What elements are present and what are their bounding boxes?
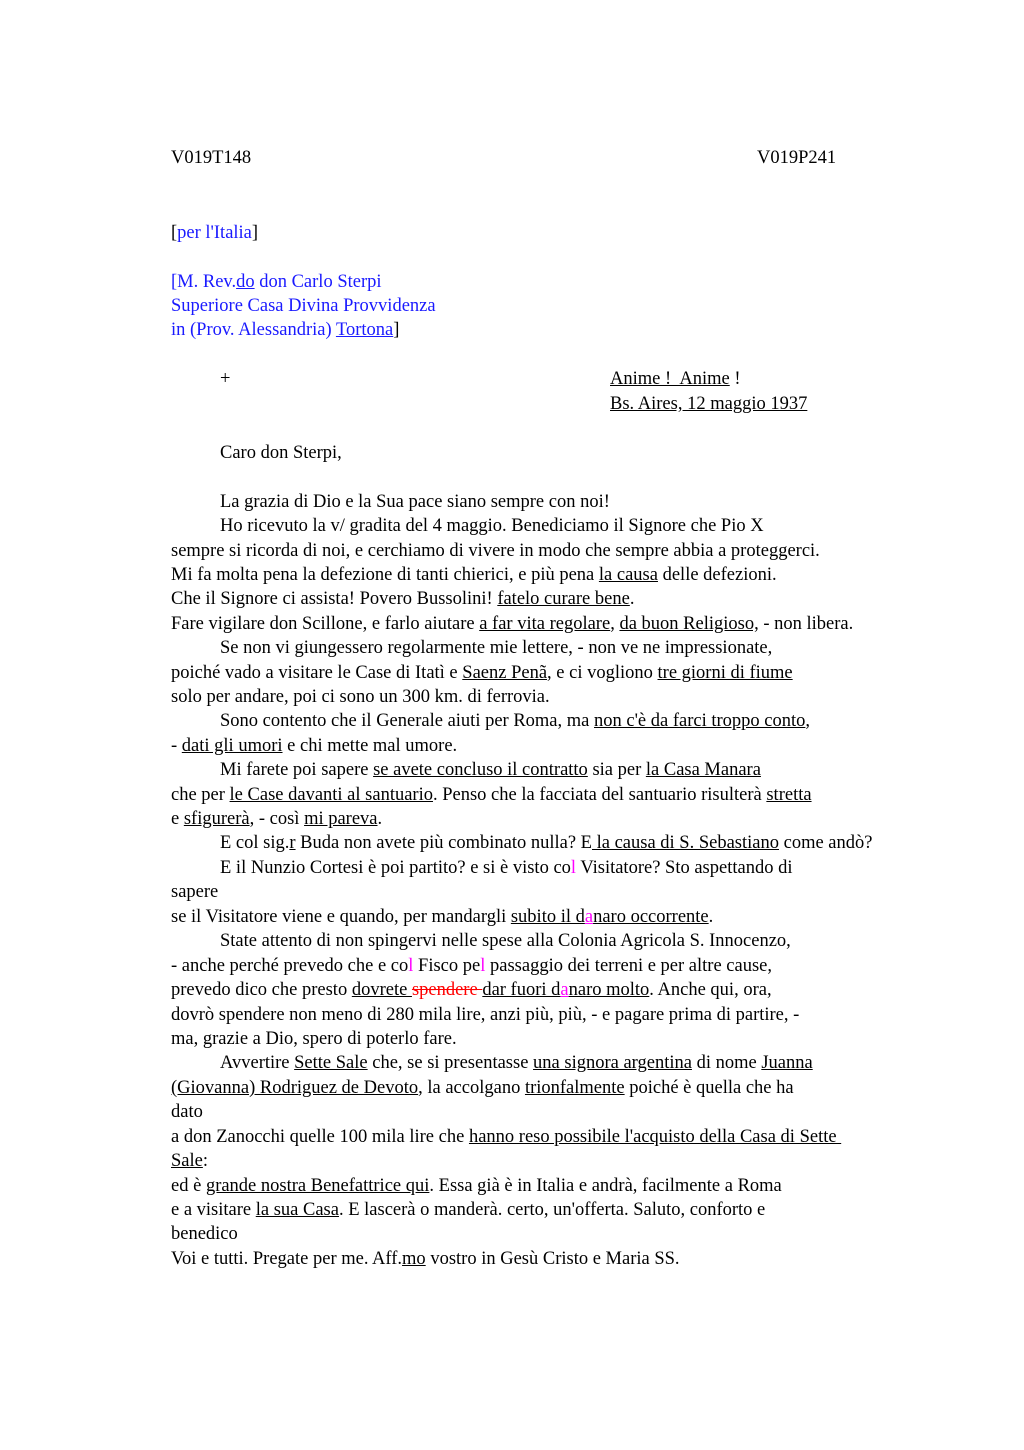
body-line: ma, grazie a Dio, spero di poterlo fare. (171, 1029, 457, 1049)
body-line: sapere (171, 882, 219, 902)
motto: Anime ! Anime ! (610, 369, 741, 389)
address-recipient: [M. Rev.do don Carlo Sterpi (171, 272, 382, 292)
body-line: se il Visitatore viene e quando, per mandargli subito il danaro occorrente. (171, 907, 714, 927)
body-line: Mi fa molta pena la defezione di tanti chierici, e più pena la causa delle defezioni. (171, 565, 777, 585)
body-line: Che il Signore ci assista! Povero Bussolini! fatelo curare bene. (171, 589, 635, 609)
body-line: prevedo dico che presto dovrete spendere dar fuori danaro molto. Anche qui, ora, (171, 980, 772, 1000)
body-line: - dati gli umori e chi mette mal umore. (171, 736, 458, 756)
body-line: poiché vado a visitare le Case di Itatì e Saenz Penã, e ci vogliono tre giorni di fiume (171, 663, 793, 683)
deleted-word: spendere (411, 980, 483, 1000)
archive-code-left: V019T148 (171, 148, 252, 168)
body-line: State attento di non spingervi nelle spese alla Colonia Agricola S. Innocenzo, (220, 931, 791, 951)
body-line: solo per andare, poi ci sono un 300 km. di ferrovia. (171, 687, 550, 707)
body-line: Sono contento che il Generale aiuti per Roma, ma non c'è da farci troppo conto, (220, 711, 811, 731)
body-line: benedico (171, 1224, 238, 1244)
address-via: [per l'Italia] (171, 223, 259, 243)
body-line: Fare vigilare don Scillone, e farlo aiutare a far vita regolare, da buon Religioso, - non libera. (171, 614, 854, 634)
body-line: dovrò spendere non meno di 280 mila lire, anzi più, più, - e pagare prima di partire, - (171, 1005, 800, 1025)
body-line: E il Nunzio Cortesi è poi partito? e si è visto col Visitatore? Sto aspettando di (220, 858, 793, 878)
address-institution: Superiore Casa Divina Provvidenza (171, 296, 436, 316)
signature-line: Voi e tutti. Pregate per me. Aff.mo vostro in Gesù Cristo e Maria SS. (171, 1249, 680, 1269)
body-line: E col sig.r Buda non avete più combinato nulla? E la causa di S. Sebastiano come andò? (220, 833, 873, 853)
salutation: Caro don Sterpi, (220, 443, 342, 463)
body-line: Mi farete poi sapere se avete concluso il contratto sia per la Casa Manara (220, 760, 761, 780)
body-line: La grazia di Dio e la Sua pace siano sempre con noi! (220, 492, 610, 512)
body-line: sempre si ricorda di noi, e cerchiamo di vivere in modo che sempre abbia a proteggerci. (171, 541, 820, 561)
body-line: ed è grande nostra Benefattrice qui. Essa già è in Italia e andrà, facilmente a Roma (171, 1176, 782, 1196)
place-date: Bs. Aires, 12 maggio 1937 (610, 394, 808, 414)
body-line: (Giovanna) Rodriguez de Devoto, la accolgano trionfalmente poiché è quella che ha (171, 1078, 794, 1098)
body-line: Se non vi giungessero regolarmente mie lettere, - non ve ne impressionate, (220, 638, 773, 658)
body-line: Sale: (171, 1151, 208, 1171)
body-line: che per le Case davanti al santuario. Penso che la facciata del santuario risulterà stretta (171, 785, 812, 805)
body-line: dato (171, 1102, 203, 1122)
body-line: e a visitare la sua Casa. E lascerà o manderà. certo, un'offerta. Saluto, conforto e (171, 1200, 766, 1220)
archive-code-right: V019P241 (757, 148, 837, 168)
body-line: Ho ricevuto la v/ gradita del 4 maggio. Benediciamo il Signore che Pio X (220, 516, 764, 536)
body-line: e sfigurerà, - così mi pareva. (171, 809, 383, 829)
body-line: - anche perché prevedo che e col Fisco pel passaggio dei terreni e per altre cause, (171, 956, 772, 976)
cross-symbol: + (220, 369, 231, 389)
body-line: Avvertire Sette Sale che, se si presentasse una signora argentina di nome Juanna (220, 1053, 813, 1073)
body-line: a don Zanocchi quelle 100 mila lire che hanno reso possibile l'acquisto della Casa di Sette (171, 1127, 842, 1147)
address-city: in (Prov. Alessandria) Tortona] (171, 320, 400, 340)
